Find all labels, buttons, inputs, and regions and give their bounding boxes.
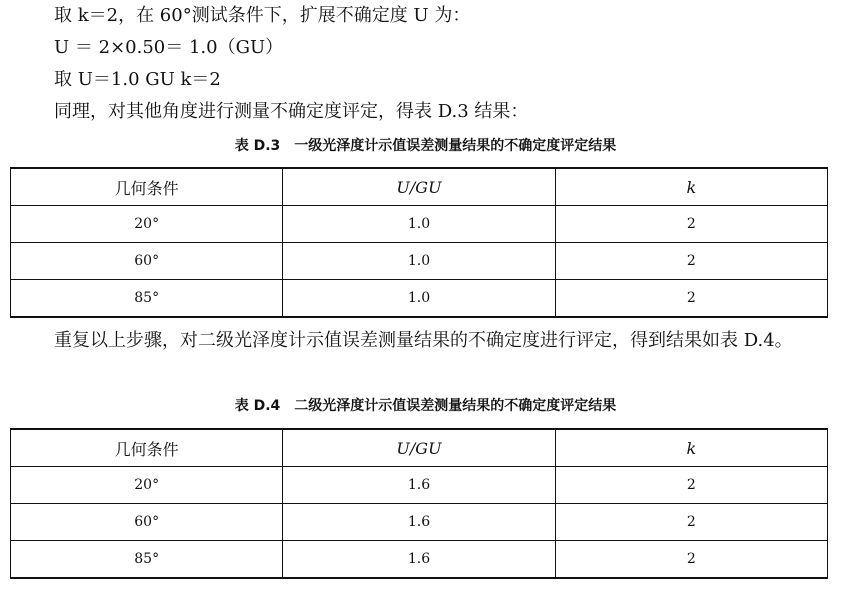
column-header-uncertainty: U/GU — [283, 429, 555, 467]
table-cell: 2 — [555, 206, 827, 243]
column-header-geometry: 几何条件 — [11, 429, 283, 467]
table-cell: 2 — [555, 467, 827, 504]
text-line-expanded-uncertainty-formula: U ＝ 2×0.50＝ 1.0（GU） — [54, 37, 284, 58]
column-header-k: k — [555, 168, 827, 206]
paragraph-repeat-steps: 重复以上步骤，对二级光泽度计示值误差测量结果的不确定度进行评定，得到结果如表 D.4。 — [54, 330, 793, 351]
table-row — [11, 504, 828, 541]
text-line-coverage-factor: 取 k＝2，在 60°测试条件下，扩展不确定度 U 为： — [54, 5, 471, 26]
table-cell: 1.6 — [283, 541, 555, 579]
column-header-geometry: 几何条件 — [11, 168, 283, 206]
table-cell: 20° — [11, 467, 283, 504]
table-cell: 1.0 — [283, 243, 555, 280]
table-cell: 60° — [11, 504, 283, 541]
table-d3 — [10, 167, 828, 318]
table-row — [11, 541, 828, 579]
table-cell: 20° — [11, 206, 283, 243]
text-line-other-angles: 同理，对其他角度进行测量不确定度评定，得表 D.3 结果： — [54, 101, 529, 122]
table-row — [11, 206, 828, 243]
table-cell: 1.6 — [283, 504, 555, 541]
table-header-row — [11, 168, 828, 206]
text-line-result: 取 U＝1.0 GU k＝2 — [54, 69, 221, 90]
table-cell: 85° — [11, 280, 283, 318]
table-d3-caption: 表 D.3 一级光泽度计示值误差测量结果的不确定度评定结果 — [234, 138, 617, 154]
table-d4 — [10, 428, 828, 579]
column-header-uncertainty: U/GU — [283, 168, 555, 206]
table-cell: 2 — [555, 243, 827, 280]
table-row — [11, 467, 828, 504]
table-cell: 1.0 — [283, 206, 555, 243]
table-cell: 2 — [555, 504, 827, 541]
table-cell: 85° — [11, 541, 283, 579]
table-cell: 1.0 — [283, 280, 555, 318]
column-header-k: k — [555, 429, 827, 467]
table-d4-caption: 表 D.4 二级光泽度计示值误差测量结果的不确定度评定结果 — [234, 398, 617, 414]
table-cell: 2 — [555, 280, 827, 318]
table-row — [11, 280, 828, 318]
table-row — [11, 243, 828, 280]
table-cell: 60° — [11, 243, 283, 280]
table-cell: 2 — [555, 541, 827, 579]
table-cell: 1.6 — [283, 467, 555, 504]
table-header-row — [11, 429, 828, 467]
